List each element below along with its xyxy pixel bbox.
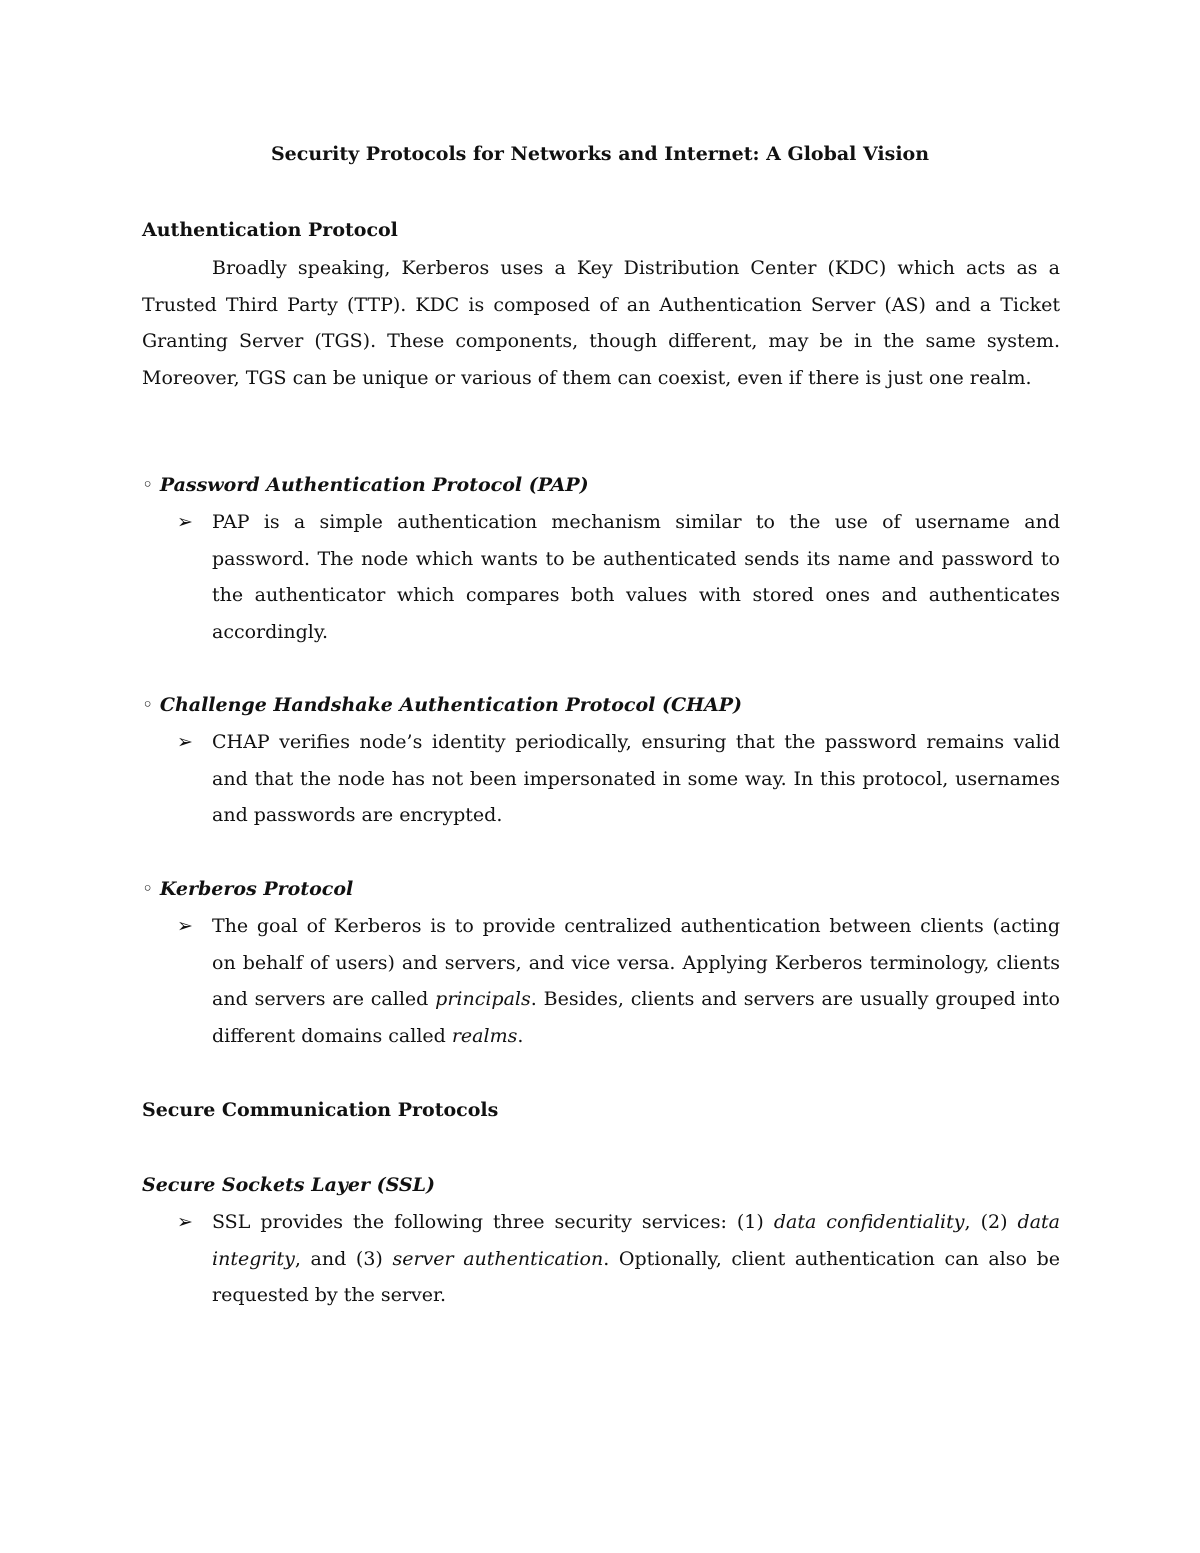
section-heading-authentication: Authentication Protocol — [142, 219, 398, 241]
ssl-text-part: , and (3) — [294, 1247, 393, 1270]
subheading-kerberos: ◦ Kerberos Protocol — [142, 878, 354, 900]
kerberos-text-part: The goal of Kerberos is to provide centralized authentication between clients (acting on behalf of users) and servers, and vice versa. Applying Kerberos terminology, clients and servers are called — [212, 915, 1060, 1010]
authentication-paragraph — [142, 250, 1060, 396]
authentication-paragraph-text: Broadly speaking, Kerberos uses a Key Distribution Center (KDC) which acts as a Trusted Third Party (TTP). KDC is composed of an Authentication Server (AS) and a Ticket Granting Server (TGS). These components, though different, may be in the same system. Moreover, TGS can be unique or various of them can coexist, even if there is just one realm. — [142, 257, 1060, 389]
ssl-text-part: , (2) — [964, 1211, 1018, 1233]
kerberos-bullet-text — [212, 908, 1060, 1054]
subheading-pap: ◦ Password Authentication Protocol (PAP) — [142, 474, 589, 496]
arrow-bullet-icon: ➢ — [177, 1211, 193, 1233]
pap-bullet-text: PAP is a simple authentication mechanism similar to the use of username and password. The node which wants to be authenticated sends its name and password to the authenticator which compares both values with stored ones and authenticates accordingly. — [212, 511, 1060, 643]
arrow-bullet-icon: ➢ — [177, 915, 193, 937]
arrow-bullet-icon: ➢ — [177, 731, 193, 753]
subheading-ssl: Secure Sockets Layer (SSL) — [142, 1174, 435, 1196]
section-heading-secure-communication: Secure Communication Protocols — [142, 1099, 499, 1121]
arrow-bullet-icon: ➢ — [177, 511, 193, 533]
kerberos-term-principals: principals — [435, 988, 531, 1010]
ssl-term-server-auth: server authentication — [392, 1247, 604, 1270]
kerberos-text-part: . — [517, 1024, 524, 1047]
chap-bullet-text: CHAP verifies node’s identity periodically, ensuring that the password remains valid and that the node has not been impersonated in some way. In this protocol, usernames and passwords are encrypted. — [212, 731, 1060, 826]
ssl-term-integrity: data integrity — [212, 1211, 1060, 1270]
kerberos-term-realms: realms — [451, 1024, 518, 1047]
kerberos-text-part: . Besides, clients and servers are usually grouped into different domains called — [212, 988, 1060, 1047]
subheading-chap: ◦ Challenge Handshake Authentication Protocol (CHAP) — [142, 694, 743, 716]
ssl-term-confidentiality: data confidentiality — [773, 1211, 965, 1233]
ssl-text-part: . Optionally, client authentication can also be requested by the server. — [212, 1247, 1060, 1306]
ssl-bullet-text — [212, 1204, 1060, 1314]
ssl-text-part: SSL provides the following three security services: (1) — [212, 1211, 774, 1233]
document-title: Security Protocols for Networks and Internet: A Global Vision — [270, 143, 930, 165]
